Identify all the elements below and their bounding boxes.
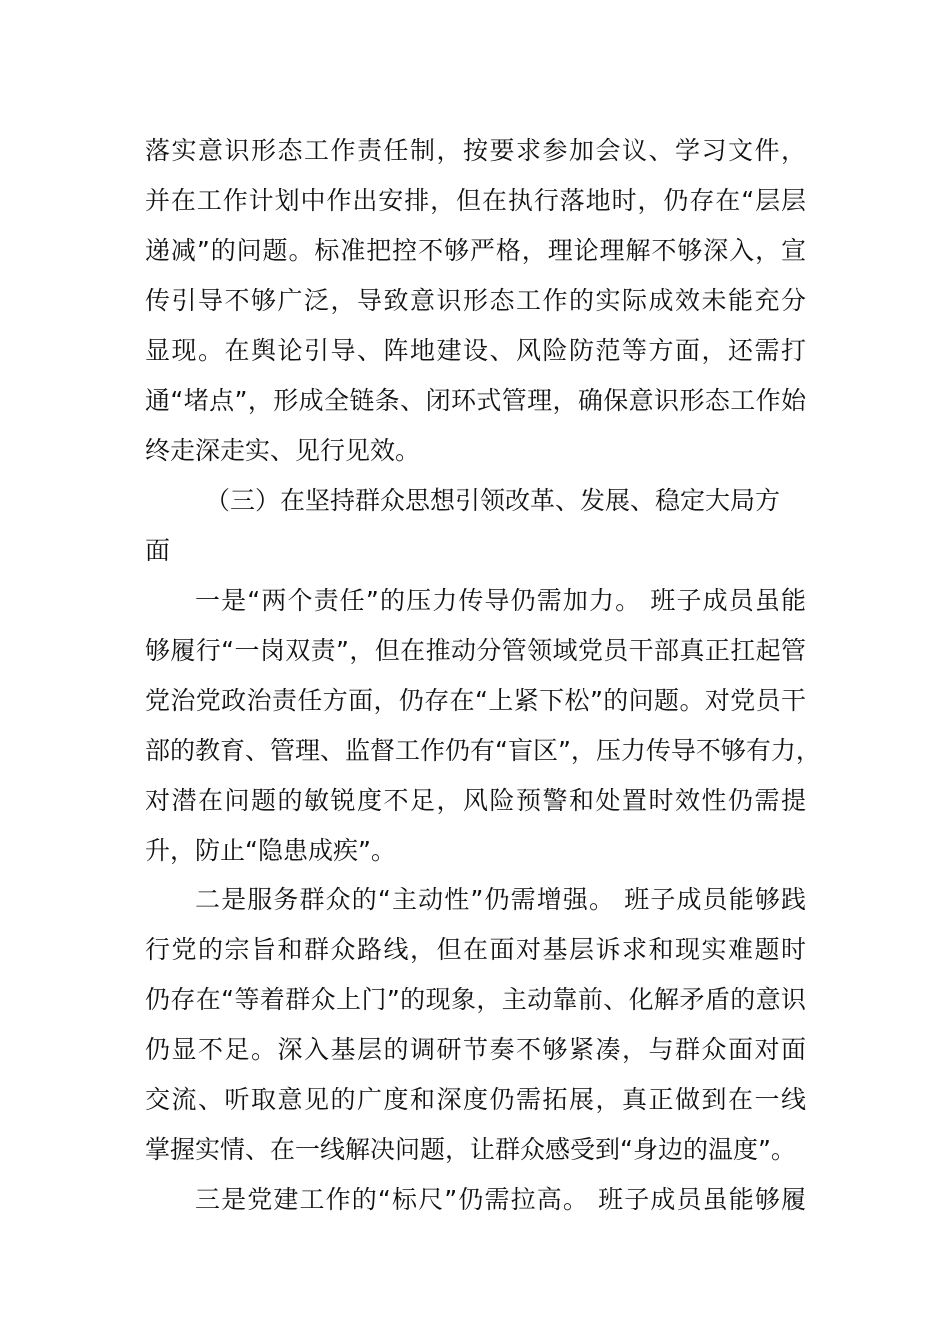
paragraph-first-line: 三是党建工作的“标尺”仍需拉高。 班子成员虽能够履 (195, 1185, 806, 1214)
text-line: 落实意识形态工作责任制，按要求参加会议、学习文件， (145, 136, 806, 165)
text-line: 掌握实情、在一线解决问题，让群众感受到“身边的温度”。 (145, 1135, 796, 1164)
paragraph-first-line: 一是“两个责任”的压力传导仍需加力。 班子成员虽能 (195, 586, 806, 615)
text-line: 通“堵点”，形成全链条、闭环式管理，确保意识形态工作始 (145, 386, 806, 415)
text-line: 部的教育、管理、监督工作仍有“盲区”，压力传导不够有力， (145, 736, 821, 765)
paragraph-first-line: 二是服务群众的“主动性”仍需增强。 班子成员能够践 (195, 885, 806, 914)
text-line: 终走深走实、见行见效。 (145, 436, 421, 465)
text-line: 仍存在“等着群众上门”的现象，主动靠前、化解矛盾的意识 (145, 985, 806, 1014)
text-line: 并在工作计划中作出安排，但在执行落地时，仍存在“层层 (145, 186, 806, 215)
section-heading: （三）在坚持群众思想引领改革、发展、稳定大局方 (205, 486, 781, 515)
text-line: 对潜在问题的敏锐度不足，风险预警和处置时效性仍需提 (145, 786, 806, 815)
text-line: 传引导不够广泛，导致意识形态工作的实际成效未能充分 (145, 286, 806, 315)
section-heading-continued: 面 (145, 536, 171, 565)
text-line: 交流、听取意见的广度和深度仍需拓展，真正做到在一线 (145, 1085, 806, 1114)
text-line: 升，防止“隐患成疾”。 (145, 836, 396, 865)
text-line: 够履行“一岗双责”，但在推动分管领域党员干部真正扛起管 (145, 636, 806, 665)
text-line: 递减”的问题。标准把控不够严格，理论理解不够深入，宣 (145, 236, 806, 265)
text-line: 显现。在舆论引导、阵地建设、风险防范等方面，还需打 (145, 336, 806, 365)
text-line: 行党的宗旨和群众路线，但在面对基层诉求和现实难题时 (145, 935, 806, 964)
text-line: 仍显不足。深入基层的调研节奏不够紧凑，与群众面对面 (145, 1035, 806, 1064)
text-line: 党治党政治责任方面，仍存在“上紧下松”的问题。对党员干 (145, 686, 806, 715)
